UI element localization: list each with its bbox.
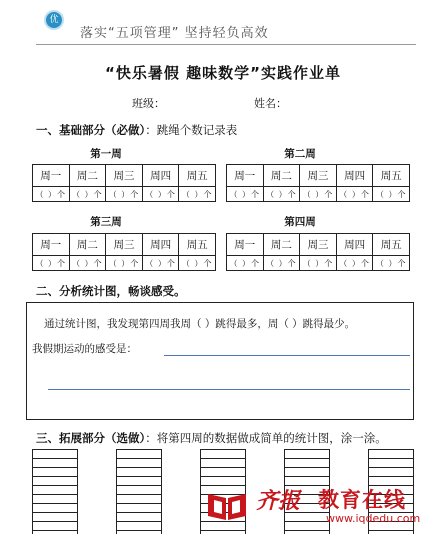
chart-cell-line [201, 449, 245, 450]
feeling-answer-line-1[interactable] [164, 355, 410, 356]
chart-cell-line [33, 467, 77, 468]
count-cell[interactable]: （ ）个 [69, 187, 106, 202]
watermark-brand: 齐报 [256, 488, 301, 514]
day-header: 周五 [373, 165, 410, 187]
section-1-title: 一、基础部分（必做） [36, 123, 146, 137]
day-header: 周一 [227, 234, 264, 256]
day-header: 周三 [106, 234, 143, 256]
chart-column[interactable] [116, 449, 162, 534]
day-header: 周三 [300, 165, 337, 187]
chart-cell-line [117, 530, 161, 531]
day-header: 周五 [179, 234, 216, 256]
count-cell[interactable]: （ ）个 [336, 187, 373, 202]
day-header: 周二 [263, 234, 300, 256]
chart-cell-line [33, 521, 77, 522]
count-cell[interactable]: （ ）个 [69, 256, 106, 271]
count-cell[interactable]: （ ）个 [33, 256, 70, 271]
name-label: 姓名： [254, 97, 287, 110]
chart-cell-line [117, 476, 161, 477]
section-3-heading [36, 430, 387, 446]
chart-cell-line [33, 503, 77, 504]
chart-cell-line [117, 458, 161, 459]
count-cell[interactable]: （ ）个 [106, 256, 143, 271]
chart-cell-line [117, 521, 161, 522]
section-3-subtitle: ：将第四周的数据做成简单的统计图，涂一涂。 [145, 431, 387, 445]
chart-cell-line [285, 476, 329, 477]
day-header: 周三 [106, 165, 143, 187]
analysis-sentence: 通过统计图，我发现第四周我周（ ）跳得最多，周（ ）跳得最少。 [44, 318, 356, 330]
day-header: 周四 [142, 234, 179, 256]
day-header: 周二 [69, 165, 106, 187]
section-1-heading [36, 122, 237, 138]
week-1-table [32, 164, 216, 202]
day-header: 周四 [336, 234, 373, 256]
chart-cell-line [117, 449, 161, 450]
chart-cell-line [285, 530, 329, 531]
chart-cell-line [33, 530, 77, 531]
week-label-4: 第四周 [284, 216, 316, 228]
count-cell[interactable]: （ ）个 [300, 256, 337, 271]
chart-cell-line [117, 467, 161, 468]
chart-cell-line [33, 449, 77, 450]
day-header: 周四 [142, 165, 179, 187]
day-header: 周五 [179, 165, 216, 187]
class-label: 班级： [132, 97, 165, 110]
count-cell[interactable]: （ ）个 [142, 256, 179, 271]
day-header: 周一 [33, 234, 70, 256]
day-header: 周四 [336, 165, 373, 187]
chart-cell-line [369, 458, 413, 459]
day-header: 周二 [263, 165, 300, 187]
count-cell[interactable]: （ ）个 [227, 187, 264, 202]
chart-cell-line [117, 512, 161, 513]
chart-cell-line [117, 494, 161, 495]
chart-column[interactable] [32, 449, 78, 534]
header-slogan: 落实“五项管理” 坚持轻负高效 [80, 26, 269, 41]
page-title: “快乐暑假 趣味数学”实践作业单 [105, 64, 341, 82]
chart-cell-line [285, 449, 329, 450]
week-label-2: 第二周 [284, 148, 316, 160]
count-cell[interactable]: （ ）个 [179, 256, 216, 271]
week-label-3: 第三周 [90, 216, 122, 228]
day-header: 周二 [69, 234, 106, 256]
count-cell[interactable]: （ ）个 [106, 187, 143, 202]
chart-cell-line [33, 494, 77, 495]
chart-cell-line [33, 476, 77, 477]
watermark-name: 教育在线 [318, 488, 406, 512]
count-cell[interactable]: （ ）个 [263, 256, 300, 271]
day-header: 周一 [227, 165, 264, 187]
chart-cell-line [201, 458, 245, 459]
chart-cell-line [201, 476, 245, 477]
section-2-title: 二、分析统计图，畅谈感受。 [36, 284, 186, 298]
watermark [206, 484, 442, 530]
week-label-1: 第一周 [90, 148, 122, 160]
chart-cell-line [369, 449, 413, 450]
count-cell[interactable]: （ ）个 [300, 187, 337, 202]
count-cell[interactable]: （ ）个 [263, 187, 300, 202]
count-cell[interactable]: （ ）个 [227, 256, 264, 271]
count-cell[interactable]: （ ）个 [373, 256, 410, 271]
day-header: 周五 [373, 234, 410, 256]
chart-cell-line [201, 530, 245, 531]
chart-cell-line [369, 476, 413, 477]
chart-cell-line [369, 530, 413, 531]
section-1-subtitle: ：跳绳个数记录表 [145, 123, 238, 137]
chart-cell-line [33, 458, 77, 459]
section-3-title: 三、拓展部分（选做） [36, 431, 146, 445]
chart-cell-line [201, 467, 245, 468]
school-logo-icon: 优 [44, 10, 64, 30]
count-cell[interactable]: （ ）个 [33, 187, 70, 202]
count-cell[interactable]: （ ）个 [373, 187, 410, 202]
book-logo-icon [206, 488, 248, 522]
count-cell[interactable]: （ ）个 [179, 187, 216, 202]
week-3-table [32, 233, 216, 271]
feeling-label: 我假期运动的感受是： [32, 343, 137, 355]
chart-cell-line [33, 512, 77, 513]
chart-cell-line [117, 503, 161, 504]
chart-cell-line [285, 458, 329, 459]
watermark-url: www.iqdedu.com [326, 512, 421, 525]
count-cell[interactable]: （ ）个 [142, 187, 179, 202]
count-cell[interactable]: （ ）个 [336, 256, 373, 271]
page-header [0, 0, 446, 48]
chart-cell-line [33, 485, 77, 486]
feeling-answer-line-2[interactable] [48, 389, 410, 390]
chart-cell-line [369, 467, 413, 468]
week-2-table [226, 164, 410, 202]
header-divider [36, 44, 416, 45]
chart-cell-line [117, 485, 161, 486]
day-header: 周一 [33, 165, 70, 187]
section-2-heading [36, 283, 186, 299]
week-4-table [226, 233, 410, 271]
chart-cell-line [285, 467, 329, 468]
day-header: 周三 [300, 234, 337, 256]
